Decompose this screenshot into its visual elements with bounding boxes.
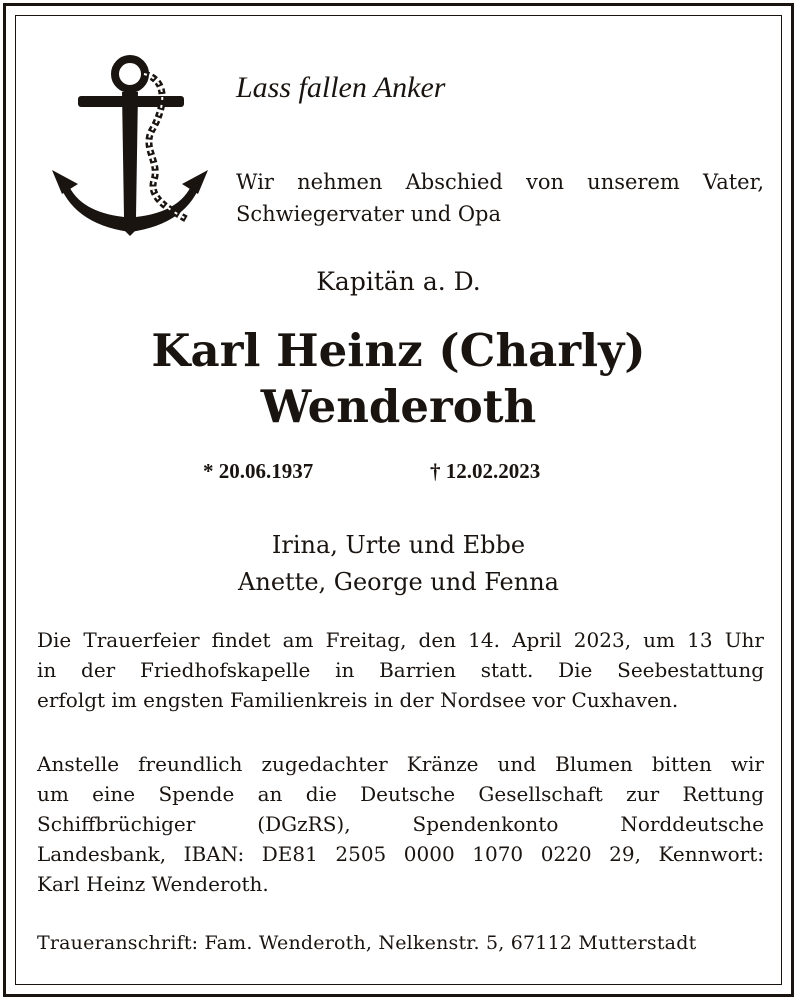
donation-line-4: Landesbank, IBAN: DE81 2505 0000 1070 0220 29, Kennwort: [37, 842, 764, 866]
funeral-line-2: in der Friedhofskapelle in Barrien statt. Die Seebestattung [37, 658, 764, 682]
donation-line-3: Schiffbrüchiger (DGzRS), Spendenkonto Norddeutsche [37, 812, 764, 836]
rank-title: Kapitän a. D. [316, 267, 481, 296]
funeral-line-3: erfolgt im engsten Familienkreis in der Nordsee vor Cuxhaven. [37, 688, 679, 712]
family-line-2: Anette, George und Fenna [238, 568, 559, 596]
intro-line-2: Schwiegervater und Opa [236, 202, 502, 226]
deceased-name [0, 323, 797, 435]
funeral-line-1: Die Trauerfeier findet am Freitag, den 14. April 2023, um 13 Uhr [37, 628, 764, 652]
donation-line-1: Anstelle freundlich zugedachter Kränze und Blumen bitten wir [37, 752, 764, 776]
motto: Lass fallen Anker [236, 71, 446, 104]
intro-line-1: Wir nehmen Abschied von unserem Vater, [236, 170, 764, 194]
death-date: † 12.02.2023 [430, 459, 541, 483]
mourning-address: Traueranschrift: Fam. Wenderoth, Nelkenstr. 5, 67112 Mutterstadt [37, 932, 697, 954]
funeral-paragraph [37, 625, 764, 715]
name-line-1: Karl Heinz (Charly) [151, 324, 646, 377]
intro-text [236, 166, 764, 230]
name-line-2: Wenderoth [260, 380, 537, 433]
anchor-icon [52, 52, 212, 237]
family-line-1: Irina, Urte und Ebbe [271, 531, 526, 559]
birth-date: * 20.06.1937 [203, 459, 314, 483]
donation-paragraph [37, 749, 764, 899]
donation-line-2: um eine Spende an die Deutsche Gesellschaft zur Rettung [37, 782, 764, 806]
donation-line-5: Karl Heinz Wenderoth. [37, 872, 269, 896]
family-names [0, 527, 797, 601]
